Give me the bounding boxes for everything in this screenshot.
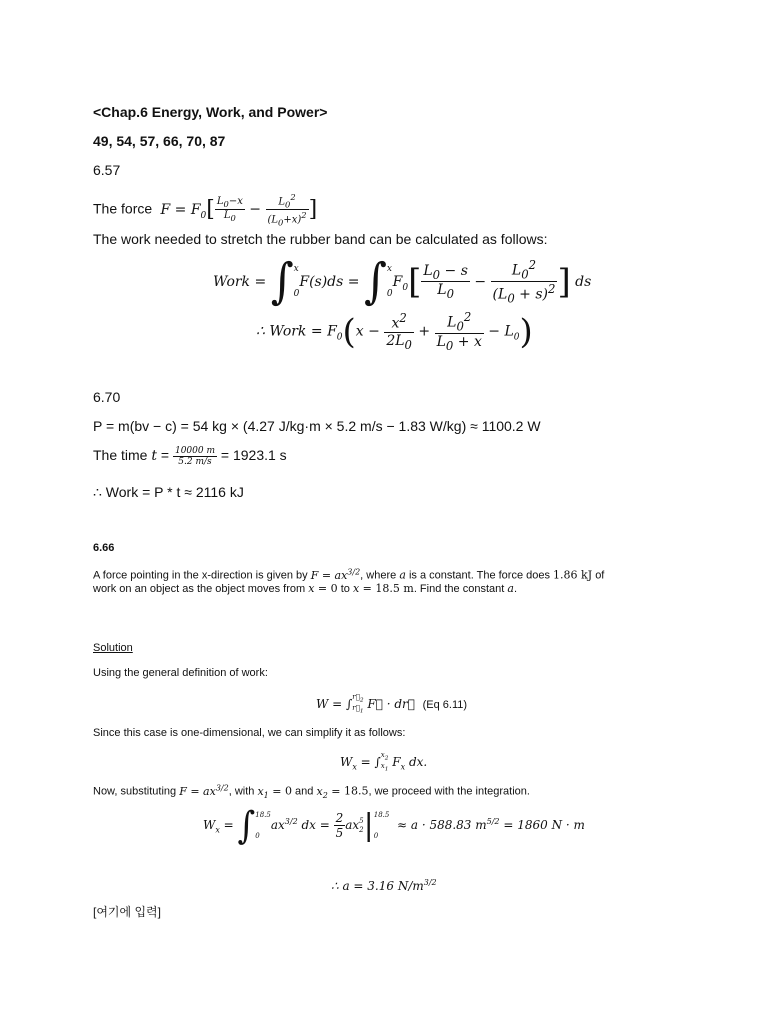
subst-a: Now, substituting <box>93 785 177 798</box>
answer-value: ∴ a = 3.16 N/m <box>331 879 424 893</box>
problem-list: 49, 54, 57, 66, 70, 87 <box>93 133 226 149</box>
statement-2a: work on an object as the object moves from <box>93 583 306 595</box>
problem-statement-line1: A force pointing in the x-direction is given by $F = ax^{3/2}$, where a is a constant. The force does 1.86 kJ of <box>93 567 605 582</box>
problem-number-657: 6.57 <box>93 162 121 178</box>
statement-1c: is a constant. The force does <box>408 569 550 582</box>
time-prefix: The time <box>93 447 148 464</box>
solution-label: Solution <box>93 642 133 654</box>
approx-value: ≈ a · 588.83 m <box>396 818 487 832</box>
integration-equation: $W_x$ = ∫ 18.5 0 $ax^{3/2}$ dx = $\frac{2}{5}$ ax 5 2 | 18.5 0 ≈ a · 588.83 $m^{5/2} = 1860$ N · m <box>203 803 585 848</box>
statement-1d: of <box>595 569 605 582</box>
subst-b: , with <box>228 785 255 798</box>
statement-2c: . Find the constant <box>413 583 505 595</box>
equation-reference: (Eq 6.11) <box>422 698 468 711</box>
work-value: 1.86 kJ <box>553 568 593 582</box>
substitution-text: Now, substituting $F = ax^{3/2}$, with $x_1 = 0$ and $x_2 = 18.5$, we proceed with the integration. <box>93 783 530 800</box>
integration-result: = 1860 N · m <box>503 818 585 832</box>
answer-equation <box>331 878 437 893</box>
work-intro: The work needed to stretch the rubber band can be calculated as follows: <box>93 231 548 247</box>
subst-c: and <box>295 785 314 798</box>
statement-1b: , where <box>360 569 397 582</box>
work-word: Work <box>213 273 251 290</box>
time-denominator: 5.2 m/s <box>178 457 212 467</box>
force-definition: The force $F = F_0$[ $\frac{L_0-x}{L_0}$ − $\frac{L_0^2}{(L_0+x)^2}$ ] <box>93 192 318 228</box>
statement-1a: A force pointing in the x-direction is given by <box>93 569 308 582</box>
general-definition-text: Using the general definition of work: <box>93 667 268 679</box>
work-integral-equation: Work = ∫ x 0 F(s)ds = ∫ x 0 $F_0$[ $\frac{L_0 - s}{L_0}$ − $\frac{L_0^2}{(L_0 + s)^2}$ ] ds <box>213 253 592 310</box>
work-result-label: Work <box>269 323 307 340</box>
force-formula: $F = F_0$ <box>156 201 207 221</box>
one-dim-work-equation: $W_x$ = ∫ $x_2$ $x_1$ $F_x$ dx. <box>340 751 428 773</box>
placeholder-text[interactable]: [여기에 입력] <box>93 905 161 919</box>
therefore-symbol: ∴ <box>256 323 265 340</box>
chapter-title: <Chap.6 Energy, Work, and Power> <box>93 104 328 120</box>
problem-number-666: 6.66 <box>93 542 115 554</box>
upper-limit: 18.5 <box>255 811 271 820</box>
answer-exponent: 3/2 <box>423 878 437 887</box>
power-line: P = m(bv − c) = 54 kg × (4.27 J/kg·m × 5.2 m/s − 1.83 W/kg) ≈ 1100.2 W <box>93 418 541 434</box>
time-result: = 1923.1 s <box>220 447 287 464</box>
work-670-line: ∴ Work = P * t ≈ 2116 kJ <box>93 484 244 500</box>
force-intro-text: The force <box>93 200 153 217</box>
work-result-equation: ∴ Work = $F_0(x$ − $\frac{x^2}{2L_0}$ + $\frac{L_0^2}{L_0 + x}$ − $L_0$) <box>256 310 533 354</box>
time-numerator: 10000 m <box>174 446 215 456</box>
time-line: The time t = $\frac{10000 m}{5.2 m/s}$ = 1923.1 s <box>93 446 287 467</box>
subst-d: , we proceed with the integration. <box>368 785 530 798</box>
approx-exponent: 5/2 <box>486 817 500 826</box>
lower-limit: 0 <box>255 831 260 840</box>
statement-2b: to <box>340 583 350 595</box>
problem-statement-line2: work on an object as the object moves from x = 0 to x = 18.5 m. Find the constant a. <box>93 582 517 595</box>
problem-number-670: 6.70 <box>93 389 121 405</box>
one-dimensional-text: Since this case is one-dimensional, we can simplify it as follows: <box>93 727 406 739</box>
work-definition-equation: W = ∫ $r⃗_2$ $r⃗_1$ F⃗ · dr⃗ (Eq 6.11) <box>316 693 468 715</box>
